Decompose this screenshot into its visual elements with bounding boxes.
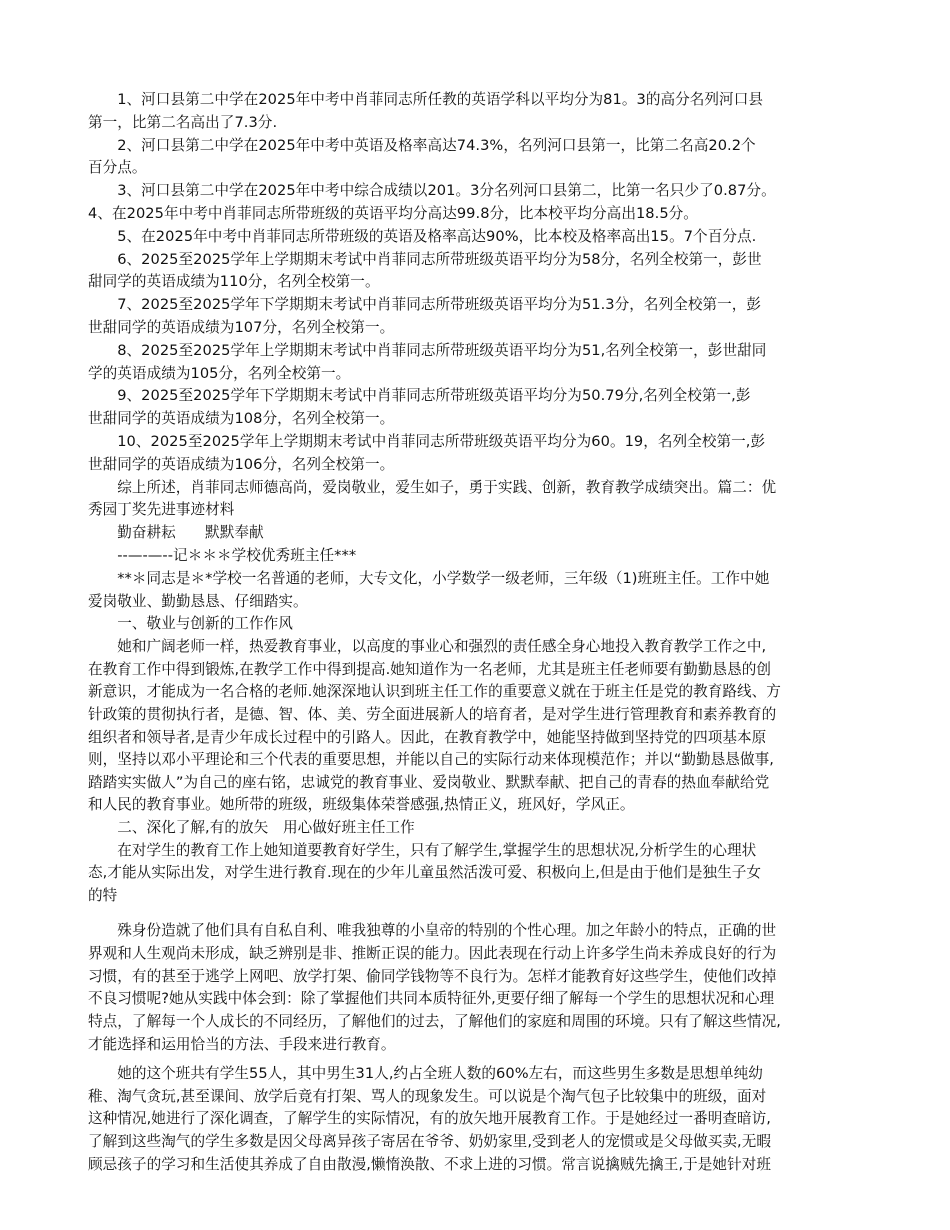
text-line: 她和广阔老师一样，热爱教育事业，以高度的事业心和强烈的责任感全身心地投入教育教学工作之中,: [117, 638, 767, 656]
text-line: 秀园丁奖先进事迹材料: [88, 501, 235, 519]
text-line: 10、2025至2025学年上学期期末考试中肖菲同志所带班级英语平均分为60。19，名列全校第一,彭: [117, 432, 766, 450]
text-line: 甜同学的英语成绩为110分，名列全校第一。: [88, 273, 380, 291]
text-line: 稚、淘气贪玩,甚至课间、放学后竟有打架、骂人的现象发生。可以说是个淘气包子比较集中的班级，面对: [88, 1087, 767, 1105]
text-line: 4、在2025年中考中肖菲同志所带班级的英语平均分高达99.8分，比本校平均分高出18.5分。: [88, 204, 698, 222]
text-line: 态,才能从实际出发，对学生进行教育.现在的少年儿童虽然活泼可爱、积极向上,但是由于他们是独生子女: [88, 864, 762, 882]
text-line: 新意识，才能成为一名合格的老师.她深深地认识到班主任工作的重要意义就在于班主任是党的教育路线、方: [88, 683, 781, 701]
text-line: 世甜同学的英语成绩为108分，名列全校第一。: [88, 410, 395, 428]
text-line: 8、2025至2025学年上学期期末考试中肖菲同志所带班级英语平均分为51,名列全校第一，彭世甜同: [117, 341, 767, 359]
text-line: **＊同志是＊*学校一名普通的老师，大专文化，小学数学一级老师，三年级（1)班班主任。工作中她: [117, 569, 770, 587]
text-line: 3、河口县第二中学在2025年中考中综合成绩以201。3分名列河口县第二，比第一名只少了0.87分。: [117, 182, 776, 200]
text-line: 9、2025至2025学年下学期期末考试中肖菲同志所带班级英语平均分为50.79分,名列全校第一,彭: [117, 387, 751, 405]
text-line: 殊身份造就了他们具有自私自利、唯我独尊的小皇帝的特别的个性心理。加之年龄小的特点，正确的世: [117, 922, 777, 940]
text-line: 习惯，有的甚至于逃学上网吧、放学打架、偷同学钱物等不良行为。怎样才能教育好这些学生，使他们改掉: [88, 967, 777, 985]
text-line: 的特: [88, 887, 118, 905]
text-line: 顾忌孩子的学习和生活使其养成了自由散漫,懒惰涣散、不求上进的习惯。常言说擒贼先擒王,于是她针对班: [88, 1156, 771, 1174]
text-line: 这种情况,她进行了深化调查，了解学生的实际情况，有的放矢地开展教育工作。于是她经过一番明查暗访,: [88, 1110, 771, 1128]
text-line: 7、2025至2025学年下学期期末考试中肖菲同志所带班级英语平均分为51.3分，名列全校第一，彭: [117, 296, 762, 314]
section-heading: 一、敬业与创新的工作作风: [117, 615, 293, 633]
text-line: 不良习惯呢?她从实践中体会到：除了掌握他们共同本质特征外,更要仔细了解每一个学生的思想状况和心理: [88, 990, 775, 1008]
text-line: 1、河口县第二中学在2025年中考中肖菲同志所任教的英语学科以平均分为81。3的高分名列河口县: [117, 91, 763, 108]
text-line: 6、2025至2025学年上学期期末考试中肖菲同志所带班级英语平均分为58分，名列全校第一，彭世: [117, 250, 762, 268]
section-title: 勤奋耕耘 默默奉献: [117, 524, 264, 542]
section-heading: 二、深化了解,有的放矢 用心做好班主任工作: [117, 818, 415, 836]
text-line: 爱岗敬业、勤勤恳恳、仔细踏实。: [88, 592, 308, 610]
text-line: 在对学生的教育工作上她知道要教育好学生，只有了解学生,掌握学生的思想状况,分析学生的心理状: [117, 841, 757, 859]
text-line: 才能选择和运用恰当的方法、手段来进行教育。: [88, 1036, 396, 1054]
text-line: 特点，了解每一个人成长的不同经历，了解他们的过去，了解他们的家庭和周围的环境。只有了解这些情况,: [88, 1013, 781, 1031]
text-line: 综上所述，肖菲同志师德高尚，爱岗敬业，爱生如子，勇于实践、创新，教育教学成绩突出。篇二：优: [117, 478, 777, 496]
text-line: 和人民的教育事业。她所带的班级，班级集体荣誉感强,热情正义，班风好，学风正。: [88, 796, 635, 814]
text-line: 2、河口县第二中学在2025年中考中英语及格率高达74.3%，名列河口县第一，比第二名高20.2个: [117, 136, 756, 154]
text-line: 踏踏实实做人”为自己的座右铭，忠诚党的教育事业、爱岗敬业、默默奉献、把自己的青春的热血奉献给党: [88, 773, 770, 791]
text-line: 针政策的贯彻执行者，是德、智、体、美、劳全面进展新人的培育者，是对学生进行管理教育和素养教育的: [88, 705, 777, 723]
text-line: 世甜同学的英语成绩为106分，名列全校第一。: [88, 455, 395, 473]
text-line: 了解到这些淘气的学生多数是因父母离异孩子寄居在爷爷、奶奶家里,受到老人的宠惯或是父母做买卖,无暇: [88, 1133, 771, 1151]
text-line: 界观和人生观尚未形成，缺乏辨别是非、推断正误的能力。因此表现在行动上许多学生尚未养成良好的行为: [88, 944, 777, 962]
text-line: 学的英语成绩为105分，名列全校第一。: [88, 364, 351, 382]
text-line: 组织者和领导者,是青少年成长过程中的引路人。因此，在教育教学中，她能坚持做到坚持党的四项基本原: [88, 728, 767, 746]
text-line: 则，坚持以邓小平理论和三个代表的重要思想，并能以自己的实际行动来体现模范作；并以“勤勤恳恳做事,: [88, 751, 774, 769]
section-subtitle: --—-—--记＊＊＊学校优秀班主任***: [117, 546, 357, 564]
text-line: 第一，比第二名高出了7.3分.: [88, 113, 278, 131]
text-line: 她的这个班共有学生55人，其中男生31人,约占全班人数的60%左右，而这些男生多数是思想单纯幼: [117, 1064, 763, 1082]
text-line: 5、在2025年中考中肖菲同志所带班级的英语及格率高达90%，比本校及格率高出15。7个百分点.: [117, 227, 757, 245]
text-line: 百分点。: [88, 159, 147, 177]
text-line: 在教育工作中得到锻炼,在教学工作中得到提高.她知道作为一名老师，尤其是班主任老师要有勤勤恳恳的创: [88, 660, 771, 678]
text-line: 世甜同学的英语成绩为107分，名列全校第一。: [88, 318, 395, 336]
